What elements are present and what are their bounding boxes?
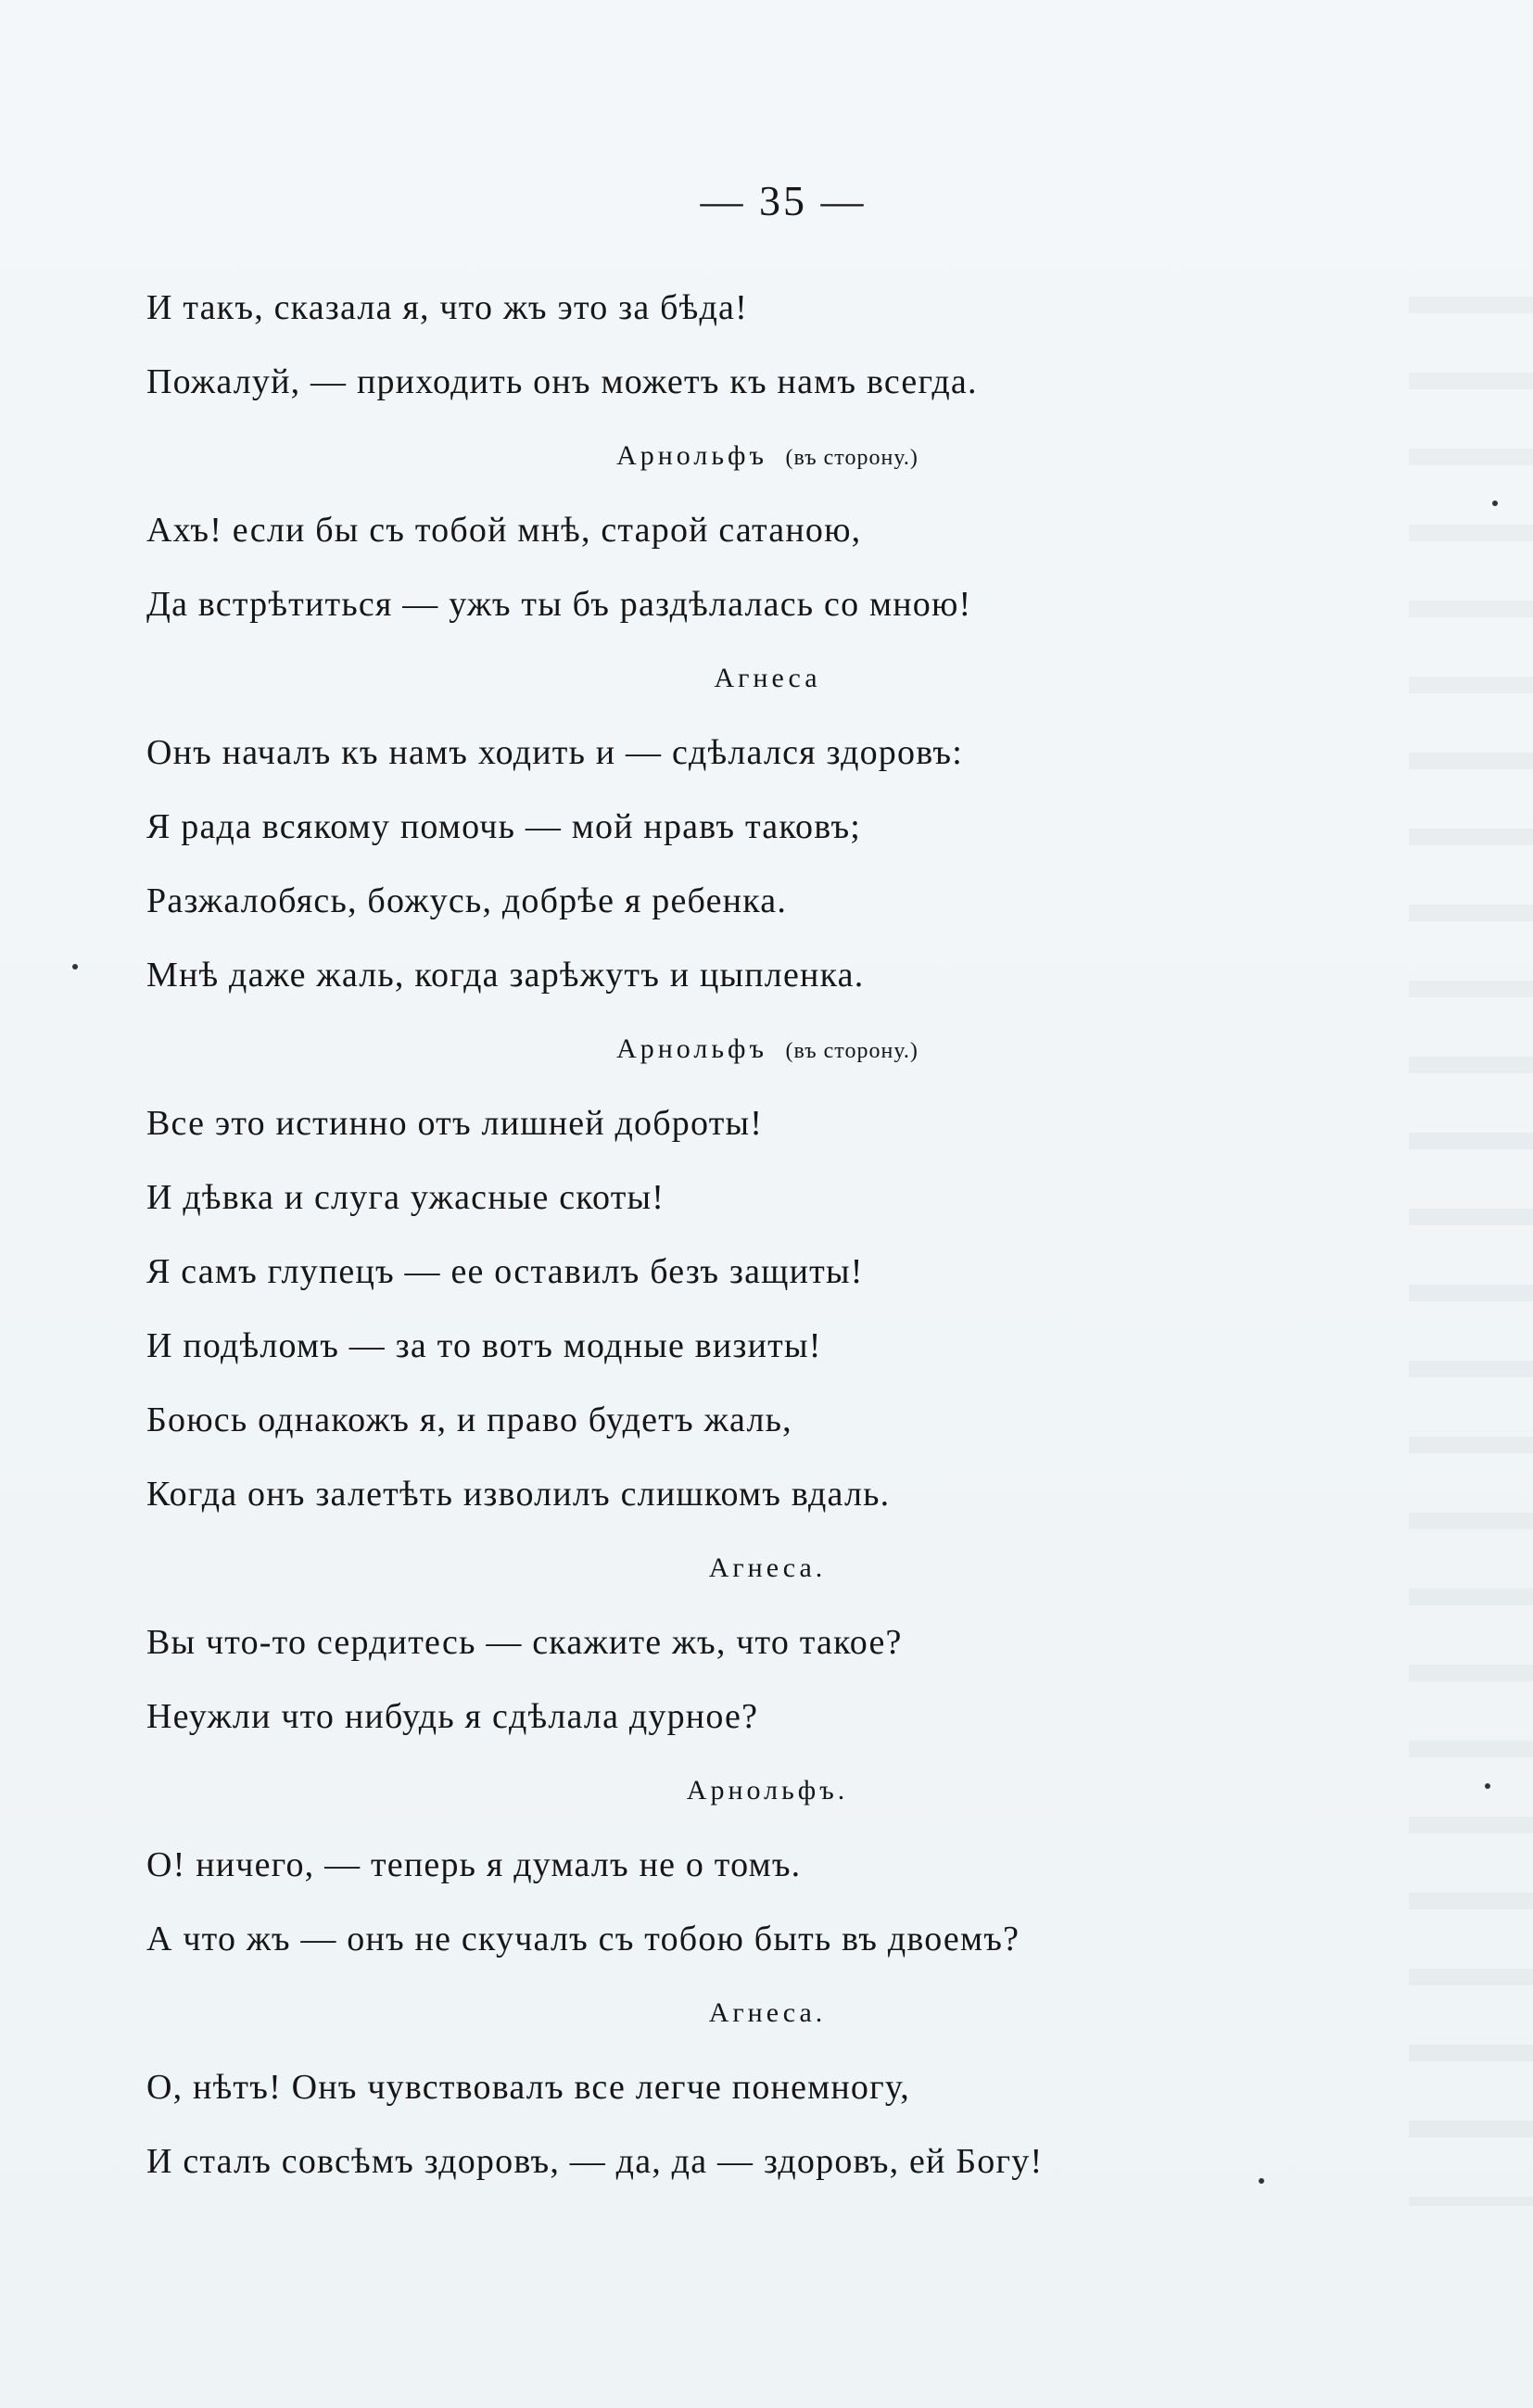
ink-speck bbox=[1259, 2178, 1264, 2184]
verse-line-15: Вы что-то сердитесь — скажите жъ, что такое? bbox=[146, 1623, 903, 1662]
verse-line-7: Разжалобясь, божусь, добрѣе я ребенка. bbox=[146, 881, 788, 920]
verse-line-1: И такъ, сказала я, что жъ это за бѣда! bbox=[146, 288, 748, 327]
verse-line-11: Я самъ глупецъ — ее оставилъ безъ защиты! bbox=[146, 1252, 864, 1291]
verse-line-14: Когда онъ залетѣть изволилъ слишкомъ вдаль. bbox=[146, 1475, 891, 1514]
verse-line-2: Пожалуй, — приходить онъ можетъ къ намъ всегда. bbox=[146, 362, 978, 401]
verse-line-9: Все это истинно отъ лишней доброты! bbox=[146, 1104, 764, 1143]
verse-line-13: Боюсь однакожъ я, и право будетъ жаль, bbox=[146, 1400, 792, 1439]
ink-speck bbox=[72, 964, 78, 970]
speaker-heading-5 bbox=[146, 1754, 1388, 1828]
speaker-name: Арнольфъ bbox=[616, 1033, 768, 1064]
play-text bbox=[146, 271, 1388, 2199]
page-number: — 35 — bbox=[700, 177, 867, 224]
verse-line-5: Онъ началъ къ намъ ходить и — сдѣлался здоровъ: bbox=[146, 733, 964, 772]
verse-line-17: О! ничего, — теперь я думалъ не о томъ. bbox=[146, 1845, 802, 1884]
verse-line-16: Неужли что нибудь я сдѣлала дурное? bbox=[146, 1697, 759, 1736]
speaker-heading-2 bbox=[146, 641, 1388, 716]
speaker-heading-3 bbox=[146, 1012, 1388, 1086]
verse-line-10: И дѣвка и слуга ужасные скоты! bbox=[146, 1178, 665, 1217]
speaker-name: Арнольфъ bbox=[616, 440, 768, 471]
verse-line-12: И подѣломъ — за то вотъ модные визиты! bbox=[146, 1326, 822, 1365]
stage-direction: (въ сторону.) bbox=[785, 1039, 919, 1063]
stage-direction: (въ сторону.) bbox=[785, 446, 919, 470]
ink-speck bbox=[1485, 1783, 1490, 1789]
verse-line-19: О, нѣтъ! Онъ чувствовалъ все легче понемногу, bbox=[146, 2068, 911, 2107]
bleed-through-text bbox=[1409, 260, 1533, 2206]
speaker-heading-6 bbox=[146, 1976, 1388, 2050]
verse-line-8: Мнѣ даже жаль, когда зарѣжутъ и цыпленка. bbox=[146, 956, 865, 995]
speaker-heading-4 bbox=[146, 1531, 1388, 1605]
verse-line-18: А что жъ — онъ не скучалъ съ тобою быть въ двоемъ? bbox=[146, 1920, 1020, 1958]
ink-speck bbox=[1492, 501, 1498, 506]
verse-line-4: Да встрѣтиться — ужъ ты бъ раздѣлалась со мною! bbox=[146, 585, 972, 624]
speaker-heading-1 bbox=[146, 419, 1388, 493]
speaker-name: Агнеса. bbox=[708, 1553, 827, 1583]
verse-line-20: И сталъ совсѣмъ здоровъ, — да, да — здоровъ, ей Богу! bbox=[146, 2142, 1044, 2181]
speaker-name: Агнеса bbox=[714, 663, 821, 693]
verse-line-3: Ахъ! если бы съ тобой мнѣ, старой сатаною, bbox=[146, 511, 862, 550]
speaker-name: Арнольфъ. bbox=[686, 1775, 849, 1806]
speaker-name: Агнеса. bbox=[708, 1997, 827, 2028]
verse-line-6: Я рада всякому помочь — мой нравъ таковъ; bbox=[146, 807, 862, 846]
